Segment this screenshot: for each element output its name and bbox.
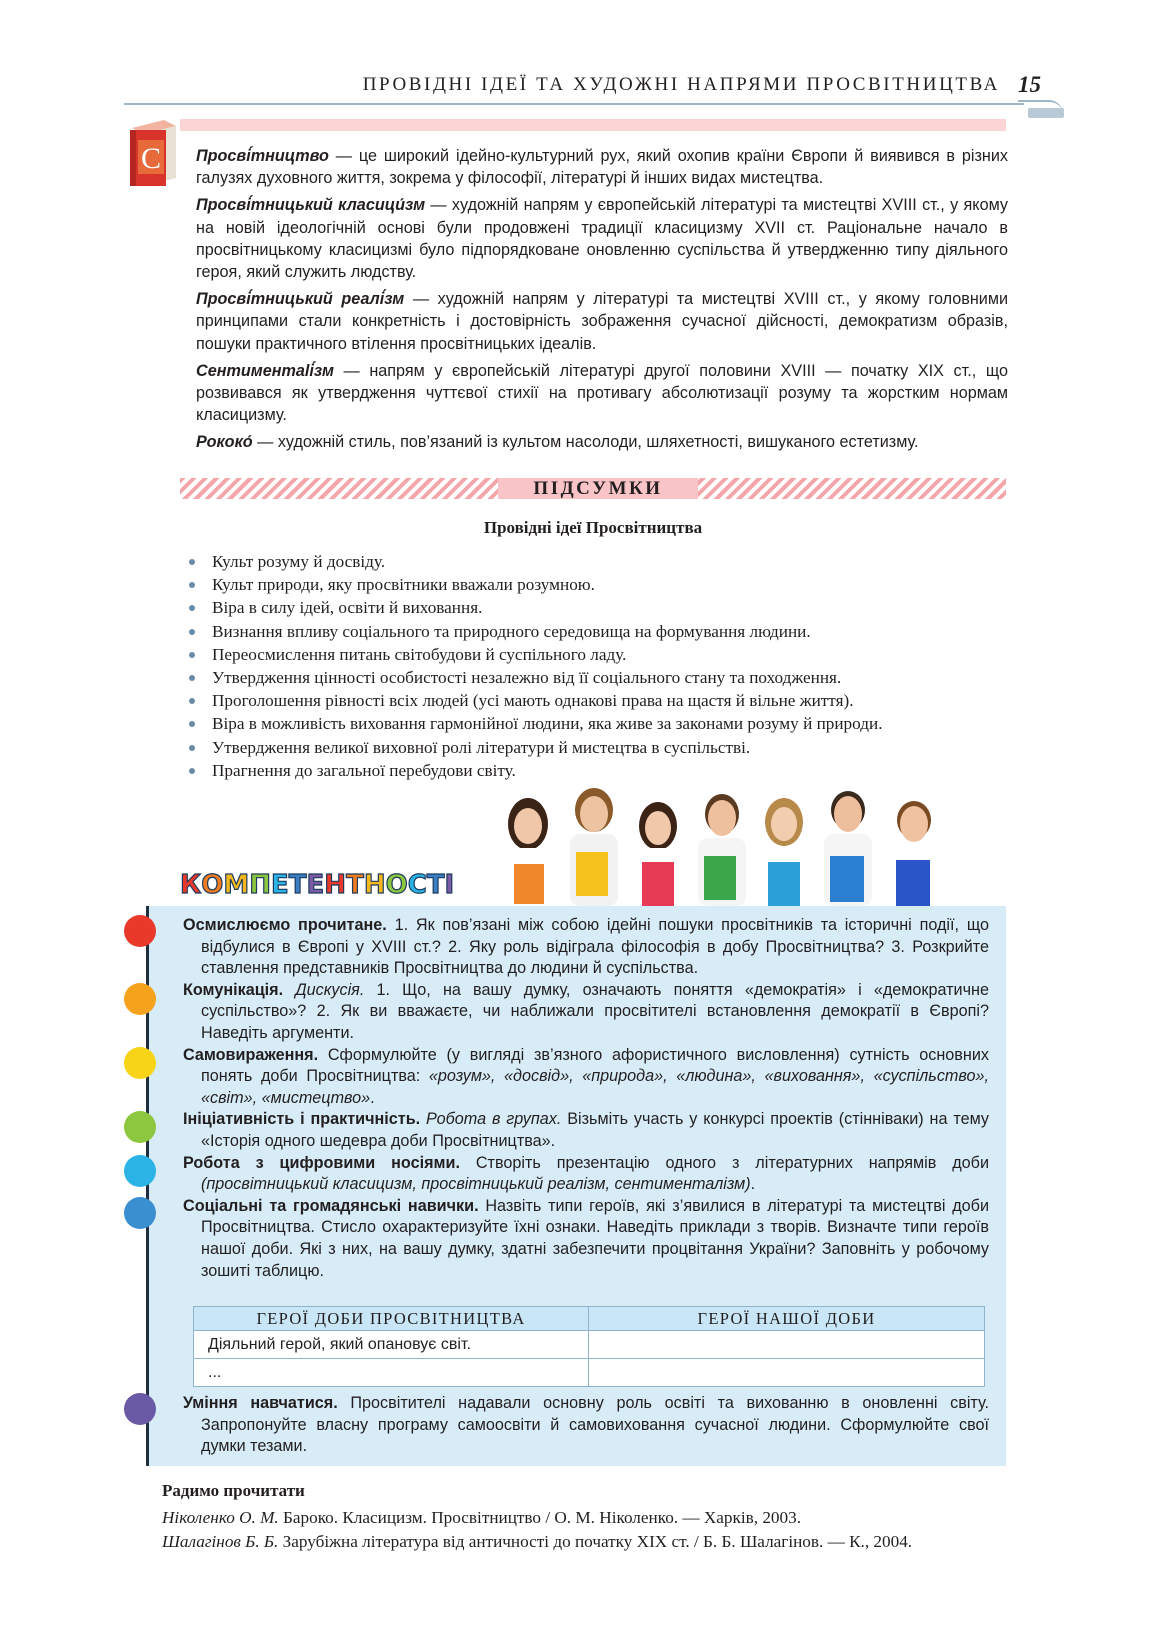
- competence-lead: Робота з цифровими носіями.: [183, 1153, 460, 1172]
- competence-dot: [124, 915, 156, 947]
- title-letter: Т: [288, 870, 307, 900]
- competence-item: [183, 1109, 989, 1152]
- competence-lead: Осмислюємо прочитане.: [183, 916, 387, 934]
- list-item: Прагнення до загальної перебудови світу.: [186, 759, 1006, 782]
- competence-item: [183, 915, 989, 980]
- title-letter: П: [249, 870, 272, 900]
- competence-text: Візьміть участь у конкурсі проектів (стінніваки) на тему «Історія одного шедевра доби Просвітництва».: [201, 1110, 989, 1150]
- title-letter: О: [201, 870, 224, 900]
- competence-lead: Самовираження.: [183, 1045, 319, 1064]
- list-item: Віра в силу ідей, освіти й виховання.: [186, 596, 1006, 619]
- list-item: Проголошення рівності всіх людей (усі мають однакові права на щастя й вільне життя).: [186, 689, 1006, 712]
- definition-text: — художній напрям у літературі та мистецтві XVIII ст., у якому головними принципами стали конкретність і достовірність зображення сучасної дійсності, демократизм образів, пошуки практичного втілення просвітницьких ідеалів.: [196, 290, 1008, 353]
- list-item: Визнання впливу соціального та природного середовища на формування людини.: [186, 620, 1006, 643]
- definition-item: [196, 288, 1008, 355]
- competence-tail: .: [370, 1088, 375, 1107]
- title-letter: Н: [363, 870, 386, 900]
- competence-item: [183, 1045, 989, 1110]
- page-number: 15: [1018, 72, 1041, 97]
- definitions-list: [196, 145, 1008, 459]
- reading-author: Шалагінов Б. Б.: [162, 1532, 279, 1551]
- heroes-table: [193, 1306, 985, 1387]
- competence-dot: [124, 1197, 156, 1229]
- competence-tail-italic: (просвітницький класицизм, просвітницький реалізм, сентименталізм): [201, 1175, 751, 1194]
- competence-dot: [124, 1155, 156, 1187]
- competence-dot: [124, 1047, 156, 1079]
- table-cell: [589, 1359, 985, 1387]
- competence-lead: Комунікація.: [183, 980, 284, 999]
- definition-term: Просві́тницький реалі́зм: [196, 290, 405, 309]
- competence-item-last: [183, 1393, 989, 1458]
- summary-list: [186, 550, 1006, 782]
- summary-title: Провідні ідеї Просвітництва: [483, 518, 703, 537]
- dictionary-book-icon: [126, 118, 180, 188]
- list-item: Культ природи, яку просвітники вважали розумною.: [186, 573, 1006, 596]
- table-row: [194, 1359, 985, 1387]
- list-item: Утвердження цінності особистості незалежно від її соціального стану та походження.: [186, 666, 1006, 689]
- definition-term: Рококо́: [196, 433, 253, 452]
- competence-lead: Соціальні та громадянські навички.: [183, 1196, 479, 1215]
- title-letter: Е: [306, 870, 325, 900]
- student-figure: [824, 791, 872, 906]
- reading-text: Зарубіжна література від античності до початку XIX ст. / Б. Б. Шалагінов. — К., 2004.: [278, 1532, 913, 1551]
- competence-text: Створіть презентацію одного з літературних напрямів доби: [459, 1153, 989, 1172]
- competence-lead: Ініціативність і практичність.: [183, 1110, 421, 1129]
- list-item: Переосмислення питань світобудови й суспільного ладу.: [186, 643, 1006, 666]
- title-letter: Е: [271, 870, 289, 900]
- reading-item: [162, 1530, 1012, 1554]
- definition-text: — напрям у європейській літературі другої половини XVIII — початку XIX ст., що розвивався як утвердження чуттєвої стихії на противагу абсолютизації розуму та жорстким нормам класицизму.: [196, 361, 1008, 425]
- competence-lead-italic: Дискусія.: [283, 980, 365, 999]
- reading-list: [162, 1506, 1012, 1554]
- competence-dot: [124, 983, 156, 1015]
- definition-text: — художній стиль, пов’язаний із культом насолоди, шляхетності, вишуканого естетизму.: [252, 433, 919, 452]
- running-header: ПРОВІДНІ ІДЕЇ ТА ХУДОЖНІ НАПРЯМИ ПРОСВІТНИЦТВА: [362, 74, 1000, 95]
- competence-text: Назвіть типи героїв, які з’явилися в літературі та мистецтві доби Просвітництва. Стисло охарактеризуйте їхні ознаки. Наведіть приклади з творів. Визначте типи героїв нашої доби. Які з них, на вашу думку, здатні забезпечити процвітання України? Заповніть у робочому зошиті таблицю.: [201, 1196, 989, 1280]
- competence-text: Сформулюйте (у вигляді зв’язного афористичного висловлення) сутність основних понять доби Просвітництва:: [201, 1045, 989, 1086]
- competence-item: [183, 980, 989, 1045]
- title-letter: Т: [426, 870, 445, 900]
- definition-term: Просві́тницький класици́зм: [196, 196, 426, 215]
- list-item: Віра в можливість виховання гармонійної людини, яка живе за законами розуму й природи.: [186, 712, 1006, 735]
- definition-item: [196, 360, 1008, 427]
- table-cell: [589, 1331, 985, 1359]
- table-header-cell: ГЕРОЇ ДОБИ ПРОСВІТНИЦТВА: [194, 1307, 589, 1331]
- competences-title: [180, 870, 454, 900]
- competence-tail: .: [750, 1175, 756, 1194]
- student-figure: [636, 802, 680, 906]
- title-letter: С: [407, 870, 427, 900]
- table-header-cell: ГЕРОЇ НАШОЇ ДОБИ: [589, 1307, 985, 1331]
- definition-text: — художній напрям у європейській літературі та мистецтві XVIII ст., у якому на новій ідеологічній основі були продовжені традиції класицизму XVII ст. Раціональне начало в просвітницькому класицизмі було підпорядковане оновленню суспільства й утвердженню типу діяльного героя, який служить людству.: [196, 196, 1008, 282]
- title-letter: М: [223, 870, 250, 900]
- title-letter: Т: [346, 870, 364, 900]
- table-row: [194, 1331, 985, 1359]
- definition-term: Просві́тництво: [196, 147, 329, 165]
- definitions-bar: [180, 119, 1006, 131]
- competence-item: [183, 1153, 989, 1196]
- competence-lead: Уміння навчатися.: [183, 1394, 338, 1412]
- student-figure: [570, 788, 618, 906]
- student-figure: [762, 798, 806, 906]
- title-letter: Н: [324, 870, 347, 900]
- competence-lead-italic: Робота в групах.: [420, 1110, 562, 1129]
- reading-text: Бароко. Класицизм. Просвітництво / О. М. Ніколенко. — Харків, 2003.: [278, 1508, 802, 1527]
- list-item: Культ розуму й досвіду.: [186, 550, 1006, 573]
- reading-title: Радимо прочитати: [162, 1481, 305, 1500]
- definition-item: [196, 194, 1008, 283]
- title-letter: К: [180, 870, 202, 900]
- competence-item: [183, 1196, 989, 1282]
- competence-text: 1. Як пов’язані між собою ідейні пошуки просвітників та історичні події, що відбулися в Європі у XVIII ст.? 2. Яку роль відіграла філософія в добу Просвітництва? 3. Розкрийте ставлення представників Просвітництва до людини й суспільства.: [201, 916, 989, 978]
- definition-item: [196, 431, 1008, 453]
- table-cell: Діяльний герой, який опановує світ.: [194, 1331, 589, 1359]
- competence-tail-italic: «розум», «досвід», «природа», «людина», «виховання», «суспільство», «світ», «мистецтво»: [201, 1067, 989, 1107]
- title-letter: О: [385, 870, 408, 900]
- definition-term: Сентиментalі́зм: [196, 361, 334, 380]
- student-figure: [506, 798, 550, 906]
- competence-text: Просвітителі надавали основну роль освіті та вихованню в оновленні світу. Запропонуйте власну програму самоосвіти й самовиховання сучасної людини. Сформулюйте свої думки тезами.: [201, 1394, 989, 1456]
- student-figure: [698, 794, 746, 906]
- students-photo: [486, 786, 956, 906]
- competences-text: [183, 915, 989, 1282]
- title-letter: І: [444, 870, 455, 900]
- reading-author: Ніколенко О. М.: [162, 1508, 279, 1527]
- table-header-row: [194, 1307, 985, 1331]
- list-item: Утвердження великої виховної ролі літератури й мистецтва в суспільстві.: [186, 736, 1006, 759]
- student-figure: [890, 801, 938, 906]
- definition-item: [196, 145, 1008, 189]
- reading-item: [162, 1506, 1012, 1530]
- competence-dot: [124, 1393, 156, 1425]
- competence-dot: [124, 1111, 156, 1143]
- competence-text: 1. Що, на вашу думку, означають поняття «демократія» і «демократичне суспільство»? 2. Як ви вважаєте, чи наближали просвітителі встановлення демократії в Європі? Наведіть аргументи.: [201, 980, 989, 1042]
- header-tab: [1028, 108, 1064, 118]
- summary-label: ПІДСУМКИ: [498, 478, 698, 499]
- book-letter: С: [140, 142, 162, 175]
- definition-text: — це широкий ідейно-культурний рух, який охопив країни Європи й виявився в різних галузях духовного життя, зокрема у філософії, літературі й інших видах мистецтва.: [196, 147, 1008, 188]
- table-cell: ...: [194, 1359, 589, 1387]
- header-rule: [124, 103, 1024, 105]
